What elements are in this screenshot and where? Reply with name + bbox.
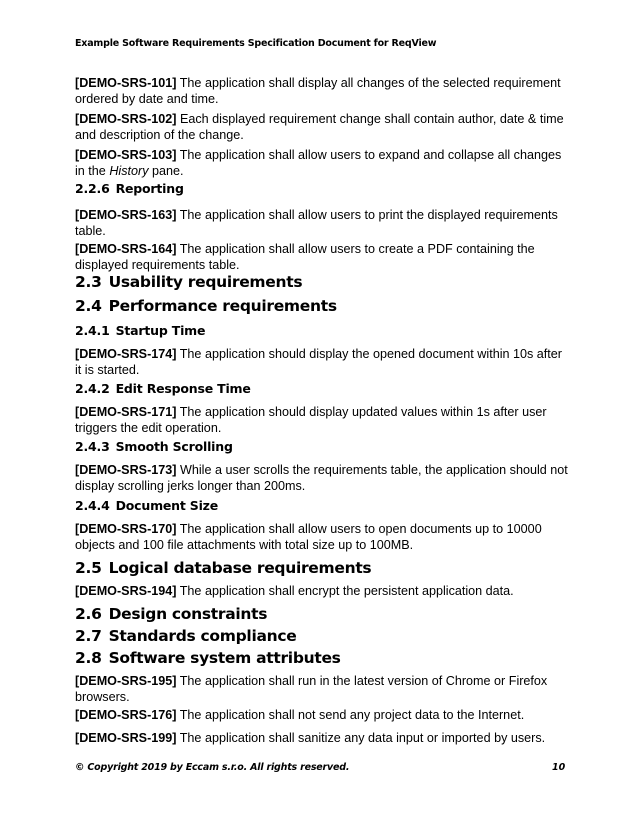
requirement-text: While a user scrolls the requirements table, the application should not display scrolling jerks longer than 200ms. [75, 463, 568, 493]
heading-number: 2.4.2 [75, 381, 110, 396]
running-header: Example Software Requirements Specification Document for ReqView [75, 38, 437, 49]
heading-title: Smooth Scrolling [115, 439, 233, 454]
requirement-paragraph [75, 111, 570, 143]
section-heading [75, 605, 267, 623]
requirement-paragraph [75, 673, 570, 705]
requirement-paragraph [75, 462, 570, 494]
heading-title: Document Size [115, 498, 219, 513]
heading-number: 2.4.4 [75, 498, 110, 513]
requirement-paragraph [75, 241, 570, 273]
section-heading [75, 297, 337, 315]
requirement-text: The application shall not send any project data to the Internet. [176, 708, 525, 722]
requirement-text: The application shall allow users to print the displayed requirements table. [75, 208, 558, 238]
requirement-text: The application shall allow users to expand and collapse all changes in the [75, 148, 562, 178]
requirement-id: [DEMO-SRS-174] [75, 347, 177, 361]
requirement-paragraph [75, 346, 570, 378]
subsection-heading [75, 498, 218, 513]
heading-title: Startup Time [115, 323, 206, 338]
footer-page-number: 10 [552, 762, 566, 773]
requirement-id: [DEMO-SRS-170] [75, 522, 177, 536]
heading-number: 2.4 [75, 297, 102, 315]
heading-number: 2.6 [75, 605, 102, 623]
subsection-heading [75, 381, 251, 396]
requirement-text: The application shall display all changes of the selected requirement ordered by date and time. [75, 76, 561, 106]
requirement-id: [DEMO-SRS-163] [75, 208, 177, 222]
subsection-heading [75, 323, 205, 338]
requirement-text: The application shall allow users to create a PDF containing the displayed requirements table. [75, 242, 535, 272]
section-heading [75, 559, 371, 577]
requirement-text: The application shall sanitize any data input or imported by users. [176, 731, 546, 745]
requirement-paragraph [75, 707, 570, 723]
heading-title: Edit Response Time [115, 381, 251, 396]
requirement-paragraph [75, 207, 570, 239]
section-heading [75, 273, 302, 291]
heading-number: 2.4.3 [75, 439, 110, 454]
requirement-id: [DEMO-SRS-194] [75, 584, 177, 598]
footer-copyright: © Copyright 2019 by Eccam s.r.o. All rights reserved. [75, 762, 350, 773]
requirement-id: [DEMO-SRS-164] [75, 242, 177, 256]
heading-title: Performance requirements [108, 297, 337, 315]
heading-number: 2.8 [75, 649, 102, 667]
requirement-paragraph [75, 730, 570, 746]
heading-number: 2.4.1 [75, 323, 110, 338]
requirement-id: [DEMO-SRS-102] [75, 112, 177, 126]
heading-title: Usability requirements [108, 273, 303, 291]
heading-number: 2.3 [75, 273, 102, 291]
requirement-paragraph [75, 583, 570, 599]
requirement-id: [DEMO-SRS-199] [75, 731, 177, 745]
requirement-text: pane. [148, 164, 184, 178]
requirement-id: [DEMO-SRS-103] [75, 148, 177, 162]
section-heading [75, 649, 341, 667]
section-heading [75, 627, 296, 645]
requirement-text: The application should display the opened document within 10s after it is started. [75, 347, 562, 377]
requirement-text: The application should display updated values within 1s after user triggers the edit operation. [75, 405, 547, 435]
requirement-text: The application shall run in the latest version of Chrome or Firefox browsers. [75, 674, 548, 704]
requirement-text-emphasis: History [109, 164, 149, 178]
heading-title: Design constraints [108, 605, 268, 623]
subsection-heading [75, 181, 184, 196]
heading-title: Logical database requirements [108, 559, 372, 577]
requirement-text: The application shall encrypt the persistent application data. [176, 584, 514, 598]
requirement-id: [DEMO-SRS-195] [75, 674, 177, 688]
requirement-text: Each displayed requirement change shall contain author, date & time and description of the change. [75, 112, 564, 142]
heading-title: Standards compliance [108, 627, 297, 645]
requirement-paragraph [75, 75, 570, 107]
requirement-text: The application shall allow users to open documents up to 10000 objects and 100 file attachments with total size up to 100MB. [75, 522, 542, 552]
heading-number: 2.5 [75, 559, 102, 577]
requirement-paragraph [75, 404, 570, 436]
heading-number: 2.7 [75, 627, 102, 645]
requirement-paragraph [75, 147, 570, 179]
heading-number: 2.2.6 [75, 181, 110, 196]
requirement-paragraph [75, 521, 570, 553]
subsection-heading [75, 439, 233, 454]
requirement-id: [DEMO-SRS-173] [75, 463, 177, 477]
heading-title: Reporting [115, 181, 184, 196]
heading-title: Software system attributes [108, 649, 341, 667]
requirement-id: [DEMO-SRS-171] [75, 405, 177, 419]
requirement-id: [DEMO-SRS-101] [75, 76, 177, 90]
requirement-id: [DEMO-SRS-176] [75, 708, 177, 722]
